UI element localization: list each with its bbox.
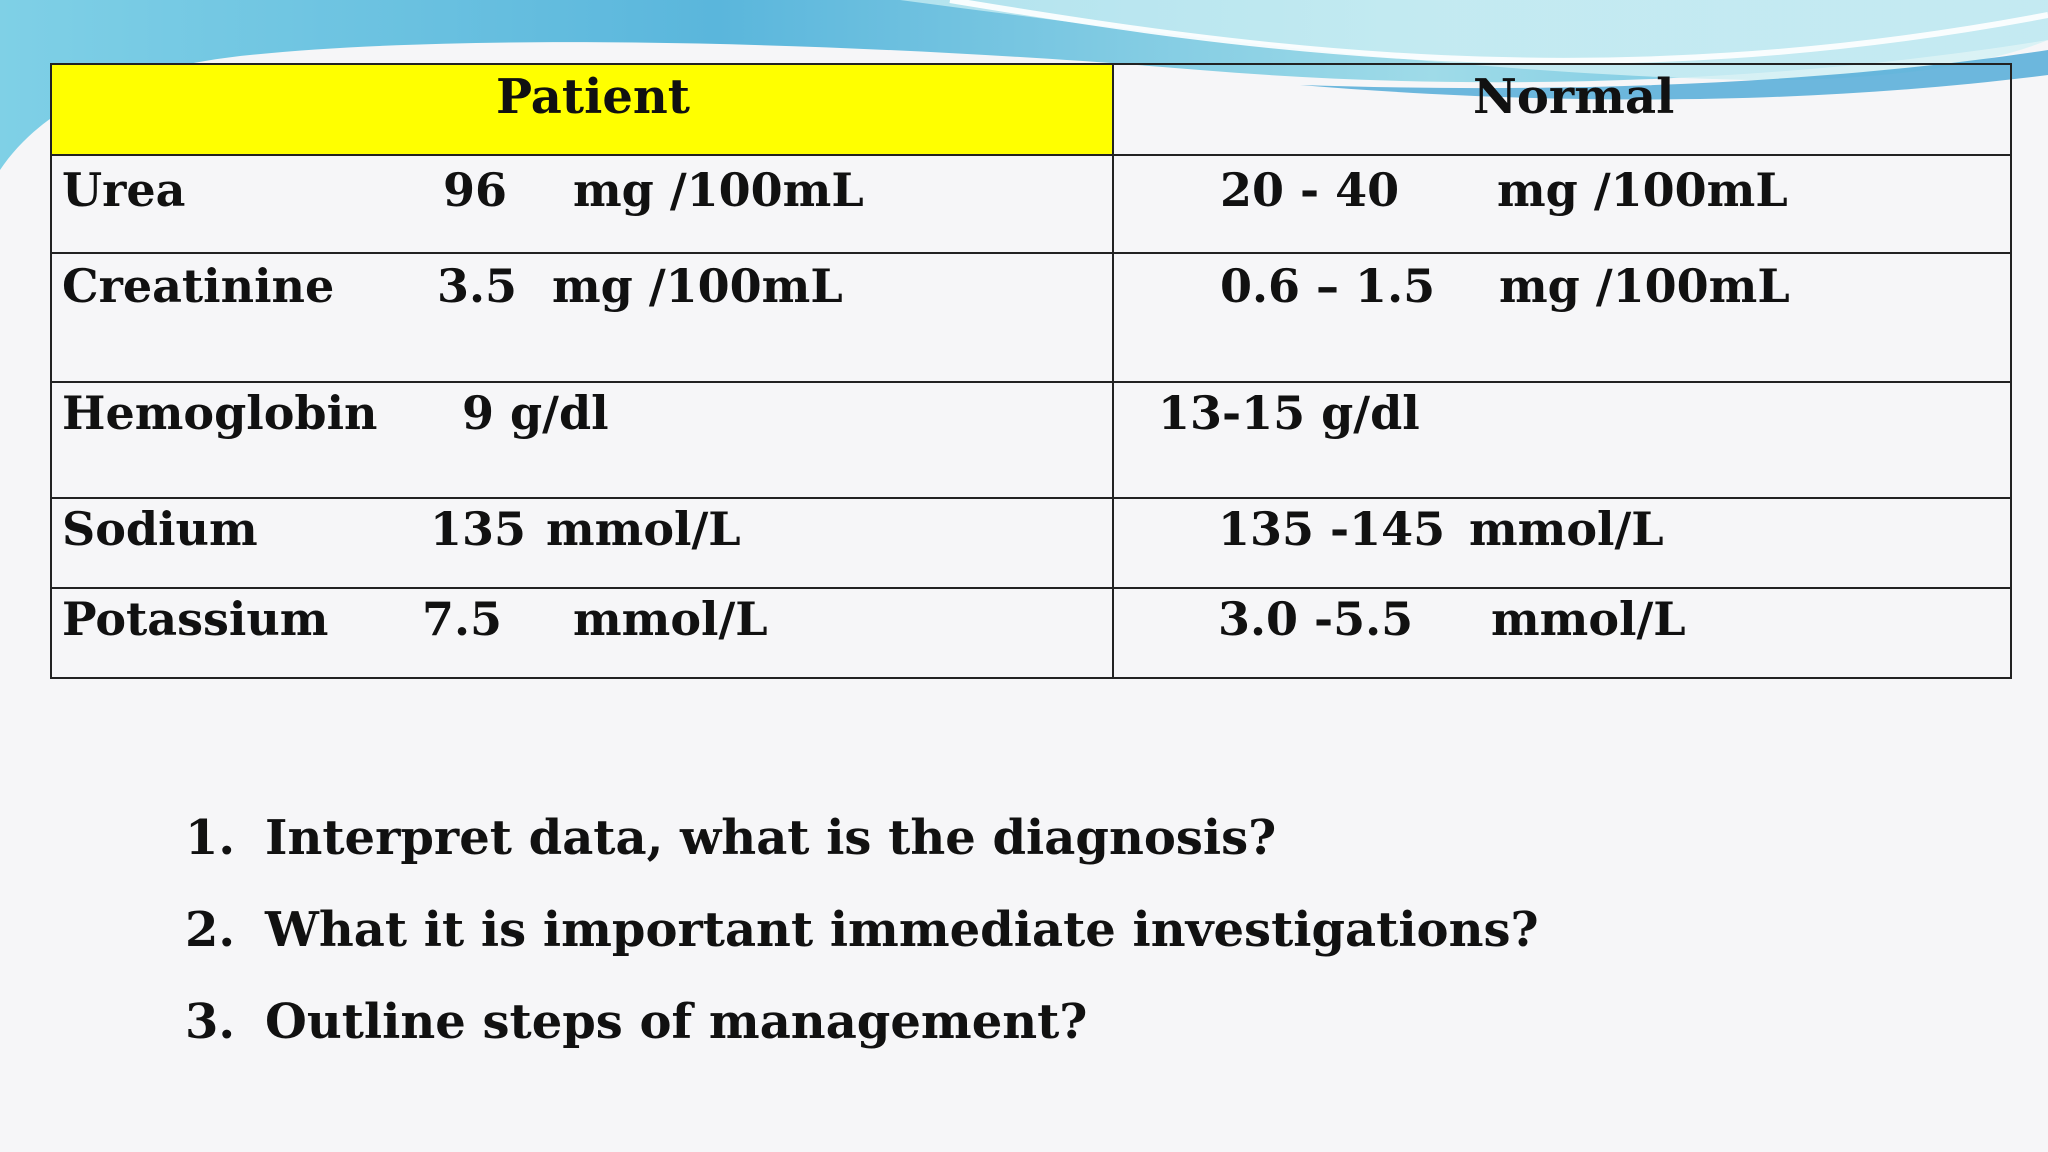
normal-column-header [1113, 64, 2011, 155]
table-row [51, 155, 2011, 253]
test-name: Potassium [62, 592, 329, 646]
question-number: 1. [185, 810, 236, 866]
test-name: Urea [62, 163, 186, 217]
patient-header-label: Patient [496, 69, 690, 125]
test-name: Sodium [62, 502, 258, 556]
normal-unit: mg /100mL [1497, 163, 1788, 217]
patient-cell [51, 253, 1113, 382]
normal-header-label: Normal [1473, 69, 1675, 125]
question-item [185, 900, 1539, 992]
question-list [185, 808, 1539, 1084]
patient-unit: mg /100mL [573, 163, 864, 217]
table-row [51, 253, 2011, 382]
patient-unit: mmol/L [573, 592, 768, 646]
table-header-row [51, 64, 2011, 155]
normal-cell [1113, 155, 2011, 253]
table-row [51, 382, 2011, 498]
question-text: Outline steps of management? [265, 994, 1088, 1050]
test-name: Hemoglobin [62, 386, 378, 440]
question-text: Interpret data, what is the diagnosis? [265, 810, 1277, 866]
normal-range: 0.6 – 1.5 [1220, 259, 1436, 313]
normal-range: 20 - 40 [1220, 163, 1400, 217]
patient-unit: mg /100mL [552, 259, 843, 313]
question-item [185, 992, 1539, 1084]
normal-unit: mmol/L [1491, 592, 1686, 646]
question-number: 3. [185, 994, 236, 1050]
normal-cell [1113, 382, 2011, 498]
patient-cell [51, 155, 1113, 253]
lab-results-table [50, 63, 2012, 679]
patient-unit: mmol/L [546, 502, 741, 556]
question-item [185, 808, 1539, 900]
test-name: Creatinine [62, 259, 335, 313]
normal-range: 3.0 -5.5 [1218, 592, 1414, 646]
patient-value: 135 [430, 502, 527, 556]
patient-column-header [51, 64, 1113, 155]
normal-cell [1113, 588, 2011, 678]
normal-unit: mg /100mL [1499, 259, 1790, 313]
table-row [51, 588, 2011, 678]
patient-value: 96 [443, 163, 508, 217]
normal-range: 135 -145 [1218, 502, 1446, 556]
table-row [51, 498, 2011, 588]
normal-range: 13-15 g/dl [1158, 386, 1420, 440]
normal-cell [1113, 253, 2011, 382]
normal-unit: mmol/L [1469, 502, 1664, 556]
question-text: What it is important immediate investigations? [265, 902, 1539, 958]
patient-value: 9 g/dl [462, 386, 609, 440]
patient-value: 7.5 [422, 592, 503, 646]
question-number: 2. [185, 902, 236, 958]
patient-cell [51, 382, 1113, 498]
patient-cell [51, 498, 1113, 588]
patient-cell [51, 588, 1113, 678]
patient-value: 3.5 [437, 259, 518, 313]
normal-cell [1113, 498, 2011, 588]
